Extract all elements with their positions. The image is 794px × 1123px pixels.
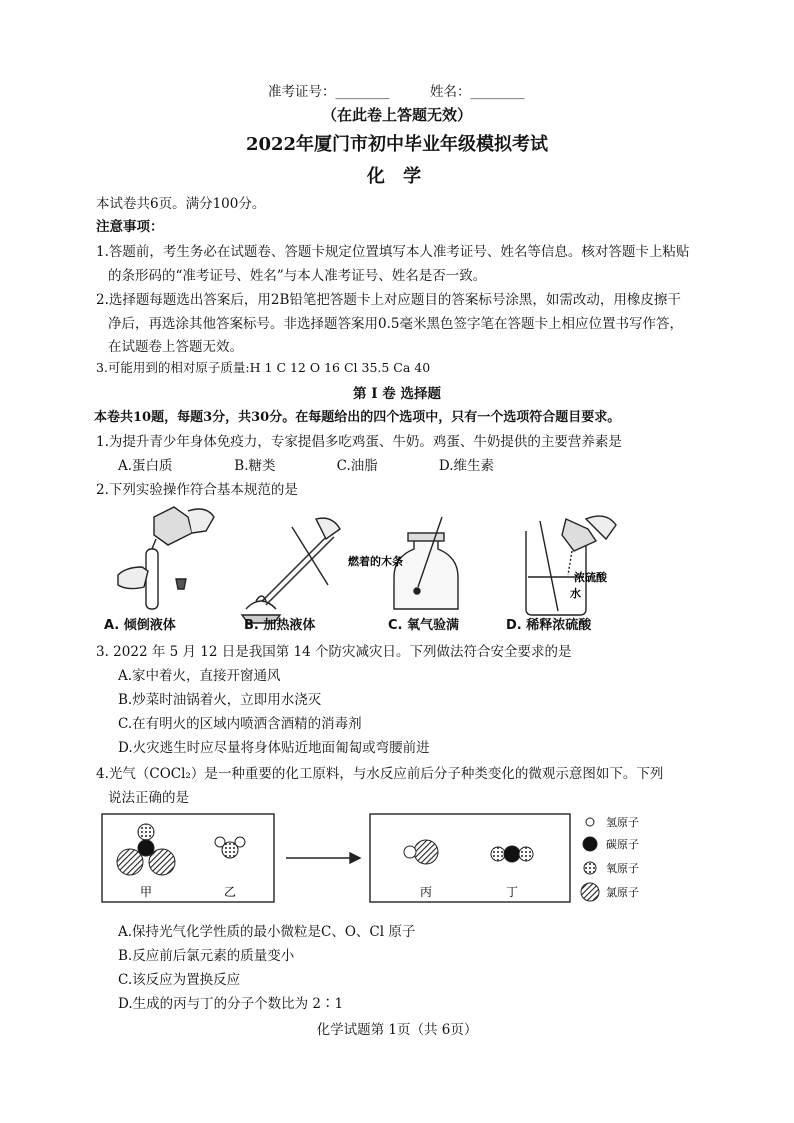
figure-label-b: B. 加热液体 [244,618,316,633]
label-jia: 甲 [140,885,153,899]
molecule-bing [404,840,438,864]
option-d[interactable]: D.维生素 [438,458,495,474]
intro-text: 本试卷共6页。满分100分。 [96,196,266,212]
legend-hydrogen: 氢原子 [606,816,639,829]
option-b[interactable]: B.炒菜时油锅着火，立即用水浇灭 [118,692,322,708]
subject-title: 化 学 [366,166,428,187]
legend-chlorine: 氯原子 [606,886,639,899]
page-title: 2022年厦门市初中毕业年级模拟考试 [245,134,549,155]
notes-title: 注意事项： [96,219,164,235]
option-a[interactable]: A.保持光气化学性质的最小微粒是C、O、Cl 原子 [118,924,416,940]
legend-oxygen: 氧原子 [606,862,639,875]
label-bing: 丙 [420,885,433,899]
question-2-stem: 2.下列实验操作符合基本规范的是 [96,482,298,498]
section-title: 第 I 卷 选择题 [353,386,441,402]
invalid-notice: （在此卷上答题无效） [321,106,472,124]
molecule-jia [117,824,175,875]
option-a[interactable]: A.家中着火，直接开窗通风 [118,668,281,684]
pouring-liquid-illustration [118,507,214,609]
note-line: 3.可能用到的相对原子质量:H 1 C 12 O 16 Cl 35.5 Ca 40 [96,360,431,375]
note-line: 净后，再选涂其他答案标号。非选择题答案用0.5毫米黑色签字笔在答题卡上相应位置书写作答， [108,316,683,332]
products-box [370,814,570,902]
option-a[interactable]: A.蛋白质 [118,458,173,474]
option-c[interactable]: C.该反应为置换反应 [118,972,241,988]
question-4-stem: 4.光气（COCl₂）是一种重要的化工原料，与水反应前后分子种类变化的微观示意图如下。下列 [96,766,664,782]
question-1-stem: 1.为提升青少年身体免疫力，专家提倡多吃鸡蛋、牛奶。鸡蛋、牛奶提供的主要营养素是 [96,434,622,450]
option-c[interactable]: C.在有明火的区域内喷洒含酒精的消毒剂 [118,716,362,732]
option-d[interactable]: D.生成的丙与丁的分子个数比为 2∶1 [118,996,344,1012]
oxygen-test-illustration [394,517,458,609]
option-c[interactable]: C.油脂 [336,458,378,474]
acid-label: 浓硫酸 [574,571,607,584]
question-3-stem: 3. 2022 年 5 月 12 日是我国第 14 个防灾减灾日。下列做法符合安全要求的是 [96,644,572,660]
diluting-acid-illustration [526,516,616,615]
option-b[interactable]: B.糖类 [234,458,276,474]
label-yi: 乙 [224,885,237,899]
water-label: 水 [570,587,581,600]
name-label: 姓名：________ [430,84,525,100]
lab-operations-figure [96,505,716,630]
burning-stick-label: 燃着的木条 [348,555,403,568]
legend-carbon: 碳原子 [606,838,639,851]
page-footer: 化学试题第 1页（共 6页） [316,1022,478,1038]
heating-liquid-illustration [242,518,340,623]
figure-label-d: D. 稀释浓硫酸 [506,618,592,633]
reaction-arrow [286,853,360,863]
diagram-legend [581,818,599,901]
option-b[interactable]: B.反应前后氯元素的质量变小 [118,948,295,964]
label-ding: 丁 [506,885,519,899]
note-line: 1.答题前，考生务必在试题卷、答题卡规定位置填写本人准考证号、姓名等信息。核对答题卡上粘贴 [96,244,690,260]
reaction-diagram [100,810,680,910]
question-1-options [118,454,494,474]
note-line: 2.选择题每题选出答案后，用2B铅笔把答题卡上对应题目的答案标号涂黑，如需改动，用橡皮擦干 [96,292,681,308]
figure-label-a: A. 倾倒液体 [104,618,176,633]
section-description: 本卷共10题，每题3分，共30分。在每题给出的四个选项中，只有一个选项符合题目要求。 [94,410,621,425]
note-line: 在试题卷上答题无效。 [108,339,243,355]
molecule-ding [491,846,533,862]
molecule-yi [215,837,245,858]
note-line: 的条形码的“准考证号、姓名”与本人准考证号、姓名是否一致。 [108,268,487,284]
question-4-stem-continued: 说法正确的是 [108,790,189,806]
exam-id-label: 准考证号：________ [268,84,390,100]
option-d[interactable]: D.火灾逃生时应尽量将身体贴近地面匍匐或弯腰前进 [118,740,430,756]
figure-label-c: C. 氧气验满 [388,618,460,633]
